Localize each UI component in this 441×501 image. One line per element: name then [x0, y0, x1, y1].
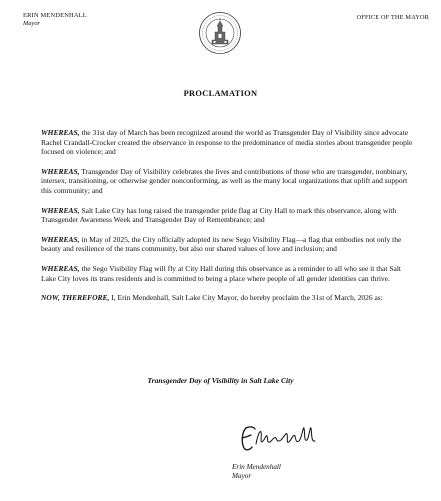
paragraph-text: the 31st day of March has been recognized around the world as Transgender Day of Visibility since advocate Rachel Crandall-Crocker created the observance in response to the predominance of media stories about transgender people focused on violence; and	[41, 128, 413, 157]
letterhead-left	[23, 12, 87, 28]
paragraph	[41, 293, 413, 303]
paragraph-lead: WHEREAS,	[41, 166, 80, 176]
proclamation-body	[41, 128, 413, 313]
office-label: OFFICE OF THE MAYOR	[356, 14, 429, 21]
observance-title: Transgender Day of Visibility in Salt Lake City	[147, 376, 294, 385]
paragraph-text: Salt Lake City has long raised the transgender pride flag at City Hall to mark this observance, along with Transgender Awareness Week and Transgender Day of Remembrance; and	[41, 205, 397, 225]
paragraph-text: Transgender Day of Visibility celebrates the lives and contributions of those who are transgender, nonbinary, intersex, transitioning, or otherwise gender nonconforming, as well as the many local organizations that uplift and support this community; and	[41, 166, 408, 195]
paragraph	[41, 128, 413, 157]
paragraph	[41, 235, 413, 254]
paragraph	[41, 206, 413, 225]
mayor-role-header: Mayor	[23, 20, 41, 27]
paragraph-lead: WHEREAS,	[41, 234, 80, 244]
paragraph-lead: WHEREAS,	[41, 128, 80, 137]
paragraph-lead: NOW, THEREFORE,	[41, 293, 110, 303]
paragraph-text: the Sego Visibility Flag will fly at City Hall during this observance as a reminder to all who see it that Salt Lake City loves its trans residents and is committed to being a place where people of all gender identities can thrive.	[41, 263, 402, 283]
paragraph	[41, 167, 413, 196]
paragraph-lead: WHEREAS,	[41, 205, 80, 215]
signature-block	[232, 463, 281, 480]
paragraph-text: in May of 2025, the City officially adopted its new Sego Visibility Flag—a flag that embodies not only the beauty and resilience of the trans community, but also our shared values of love and inclusion; and	[41, 234, 402, 254]
mayor-name-header: ERIN MENDENHALL	[23, 12, 87, 19]
document-title: PROCLAMATION	[183, 89, 258, 98]
signer-name: Erin Mendenhall	[232, 463, 281, 471]
paragraph-text: I, Erin Mendenhall, Salt Lake City Mayor, do hereby proclaim the 31st of March, 2026 as:	[109, 293, 383, 303]
signature-icon	[236, 420, 324, 456]
city-seal-icon	[198, 10, 242, 56]
paragraph	[41, 264, 413, 283]
signer-title: Mayor	[232, 471, 252, 480]
paragraph-lead: WHEREAS,	[41, 263, 80, 273]
